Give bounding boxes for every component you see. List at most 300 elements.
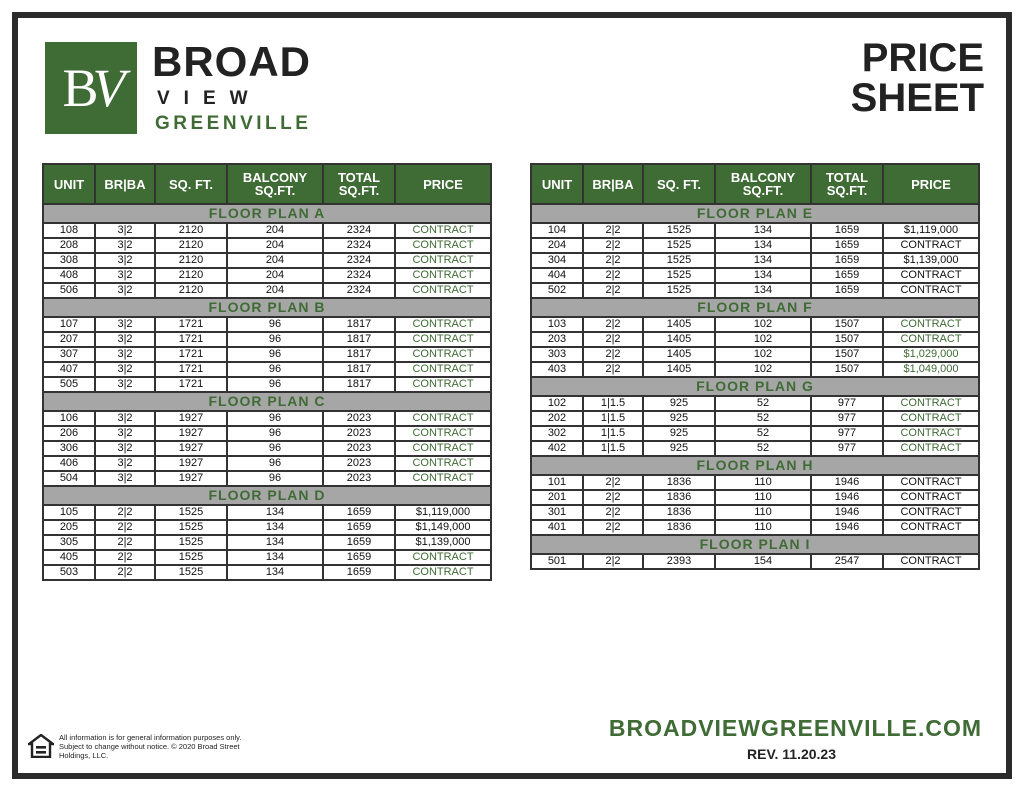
table-cell: 1659 [811, 223, 883, 238]
table-cell: 96 [227, 456, 323, 471]
price-cell: CONTRACT [395, 268, 491, 283]
table-cell: 1525 [155, 535, 227, 550]
price-cell: CONTRACT [883, 317, 979, 332]
floor-plan-label: FLOOR PLAN G [531, 377, 979, 396]
table-cell: 105 [43, 505, 95, 520]
column-header: BALCONY SQ.FT. [227, 164, 323, 204]
table-cell: 406 [43, 456, 95, 471]
floor-plan-label: FLOOR PLAN H [531, 456, 979, 475]
table-row [531, 441, 979, 456]
column-header: TOTAL SQ.FT. [811, 164, 883, 204]
website-url[interactable]: BROADVIEWGREENVILLE.COM [608, 715, 982, 741]
table-cell: 402 [531, 441, 583, 456]
price-cell: CONTRACT [883, 490, 979, 505]
table-cell: 408 [43, 268, 95, 283]
table-row [43, 268, 491, 283]
table-cell: 1721 [155, 332, 227, 347]
table-cell: 52 [715, 426, 811, 441]
table-cell: 1659 [811, 268, 883, 283]
table-cell: 134 [715, 268, 811, 283]
price-cell: CONTRACT [883, 396, 979, 411]
brand-name-line1: BROAD [152, 38, 311, 85]
table-cell: 1507 [811, 332, 883, 347]
table-cell: 104 [531, 223, 583, 238]
table-cell: 96 [227, 347, 323, 362]
column-header: BR|BA [95, 164, 155, 204]
table-cell: 103 [531, 317, 583, 332]
table-cell: 106 [43, 411, 95, 426]
table-cell: 2|2 [583, 520, 643, 535]
table-cell: 2|2 [95, 505, 155, 520]
floor-plan-heading [43, 486, 491, 505]
table-cell: 2|2 [583, 317, 643, 332]
table-cell: 202 [531, 411, 583, 426]
table-cell: 96 [227, 317, 323, 332]
table-cell: 405 [43, 550, 95, 565]
table-cell: 3|2 [95, 456, 155, 471]
price-cell: CONTRACT [883, 441, 979, 456]
table-row [531, 268, 979, 283]
table-cell: 110 [715, 505, 811, 520]
table-cell: 977 [811, 441, 883, 456]
table-cell: 201 [531, 490, 583, 505]
table-cell: 1836 [643, 520, 715, 535]
table-row [43, 520, 491, 535]
table-row [531, 490, 979, 505]
floor-plan-heading [531, 456, 979, 475]
column-header: UNIT [531, 164, 583, 204]
table-cell: 1659 [323, 550, 395, 565]
table-cell: 1927 [155, 456, 227, 471]
table-cell: 3|2 [95, 283, 155, 298]
table-row [531, 362, 979, 377]
table-cell: 1721 [155, 347, 227, 362]
table-cell: 2120 [155, 283, 227, 298]
table-cell: 1927 [155, 426, 227, 441]
table-cell: 2|2 [95, 565, 155, 580]
table-cell: 1659 [323, 535, 395, 550]
table-cell: 2|2 [583, 362, 643, 377]
column-header: PRICE [395, 164, 491, 204]
table-cell: 977 [811, 411, 883, 426]
table-cell: 1927 [155, 471, 227, 486]
price-cell: CONTRACT [395, 238, 491, 253]
table-row [43, 362, 491, 377]
price-cell: CONTRACT [883, 520, 979, 535]
floor-plan-label: FLOOR PLAN F [531, 298, 979, 317]
table-row [43, 332, 491, 347]
table-cell: 1946 [811, 505, 883, 520]
price-cell: $1,119,000 [883, 223, 979, 238]
brand-logo: BV [45, 42, 137, 134]
table-cell: 1525 [643, 238, 715, 253]
table-cell: 102 [531, 396, 583, 411]
table-cell: 506 [43, 283, 95, 298]
table-cell: 1836 [643, 490, 715, 505]
table-cell: 2023 [323, 411, 395, 426]
floor-plan-label: FLOOR PLAN I [531, 535, 979, 554]
price-cell: CONTRACT [883, 283, 979, 298]
table-cell: 1817 [323, 332, 395, 347]
table-cell: 2547 [811, 554, 883, 569]
price-cell: CONTRACT [395, 332, 491, 347]
table-cell: 977 [811, 426, 883, 441]
column-header: SQ. FT. [643, 164, 715, 204]
table-cell: 305 [43, 535, 95, 550]
table-cell: 134 [227, 520, 323, 535]
table-cell: 403 [531, 362, 583, 377]
table-cell: 1507 [811, 347, 883, 362]
table-cell: 2324 [323, 283, 395, 298]
table-cell: 110 [715, 490, 811, 505]
column-header: BR|BA [583, 164, 643, 204]
table-cell: 134 [715, 238, 811, 253]
column-header: TOTAL SQ.FT. [323, 164, 395, 204]
table-cell: 2324 [323, 223, 395, 238]
table-cell: 1946 [811, 490, 883, 505]
table-cell: 307 [43, 347, 95, 362]
table-cell: 3|2 [95, 238, 155, 253]
table-cell: 1721 [155, 377, 227, 392]
floor-plan-heading [531, 204, 979, 223]
table-cell: 1525 [643, 253, 715, 268]
table-cell: 1405 [643, 347, 715, 362]
table-cell: 3|2 [95, 377, 155, 392]
table-cell: 503 [43, 565, 95, 580]
table-cell: 1946 [811, 520, 883, 535]
table-cell: 96 [227, 332, 323, 347]
table-cell: 301 [531, 505, 583, 520]
floor-plan-heading [43, 298, 491, 317]
table-cell: 96 [227, 441, 323, 456]
table-row [43, 223, 491, 238]
table-cell: 925 [643, 396, 715, 411]
table-cell: 1525 [643, 223, 715, 238]
table-cell: 3|2 [95, 471, 155, 486]
table-cell: 1721 [155, 362, 227, 377]
equal-housing-icon [28, 734, 54, 758]
floor-plan-heading [43, 204, 491, 223]
table-cell: 1927 [155, 441, 227, 456]
table-cell: 2023 [323, 456, 395, 471]
table-row [43, 411, 491, 426]
table-cell: 304 [531, 253, 583, 268]
table-cell: 2|2 [583, 554, 643, 569]
price-cell: $1,139,000 [395, 535, 491, 550]
floor-plan-label: FLOOR PLAN E [531, 204, 979, 223]
table-cell: 107 [43, 317, 95, 332]
table-row [531, 253, 979, 268]
table-cell: 1525 [155, 550, 227, 565]
table-cell: 1525 [643, 283, 715, 298]
table-row [43, 505, 491, 520]
table-row [43, 535, 491, 550]
table-row [531, 238, 979, 253]
table-row [531, 411, 979, 426]
table-cell: 110 [715, 475, 811, 490]
table-cell: 3|2 [95, 223, 155, 238]
table-cell: 102 [715, 362, 811, 377]
table-row [43, 377, 491, 392]
table-cell: 52 [715, 411, 811, 426]
table-cell: 204 [227, 268, 323, 283]
table-row [43, 347, 491, 362]
price-cell: $1,149,000 [395, 520, 491, 535]
table-cell: 206 [43, 426, 95, 441]
disclaimer-text: All information is for general information purposes only. Subject to change without notice. © 2020 Broad Street Holdings, LLC. [59, 733, 242, 760]
table-cell: 2|2 [583, 347, 643, 362]
table-cell: 52 [715, 396, 811, 411]
table-cell: 2120 [155, 238, 227, 253]
table-cell: 2|2 [583, 268, 643, 283]
table-cell: 2|2 [95, 520, 155, 535]
table-row [531, 283, 979, 298]
table-cell: 1525 [155, 520, 227, 535]
table-cell: 1659 [811, 283, 883, 298]
table-cell: 1525 [155, 505, 227, 520]
price-cell: CONTRACT [883, 411, 979, 426]
table-row [531, 317, 979, 332]
table-cell: 204 [227, 223, 323, 238]
table-cell: 2|2 [583, 505, 643, 520]
table-row [531, 347, 979, 362]
table-cell: 1817 [323, 362, 395, 377]
table-row [43, 441, 491, 456]
price-cell: CONTRACT [395, 550, 491, 565]
floor-plan-heading [531, 535, 979, 554]
brand-name-line3: GREENVILLE [155, 113, 312, 134]
table-row [43, 550, 491, 565]
price-cell: CONTRACT [395, 223, 491, 238]
column-header: PRICE [883, 164, 979, 204]
table-cell: 204 [227, 238, 323, 253]
table-cell: 204 [227, 283, 323, 298]
floor-plan-label: FLOOR PLAN D [43, 486, 491, 505]
price-cell: CONTRACT [883, 475, 979, 490]
price-cell: CONTRACT [883, 505, 979, 520]
table-cell: 2120 [155, 268, 227, 283]
table-row [531, 554, 979, 569]
revision-date: REV. 11.20.23 [747, 746, 837, 762]
table-cell: 3|2 [95, 362, 155, 377]
table-cell: 134 [715, 283, 811, 298]
table-cell: 1836 [643, 475, 715, 490]
table-cell: 2023 [323, 426, 395, 441]
table-cell: 96 [227, 471, 323, 486]
table-cell: 925 [643, 426, 715, 441]
table-cell: 1659 [811, 253, 883, 268]
table-cell: 504 [43, 471, 95, 486]
price-cell: $1,139,000 [883, 253, 979, 268]
table-cell: 96 [227, 411, 323, 426]
table-cell: 3|2 [95, 332, 155, 347]
table-cell: 134 [715, 253, 811, 268]
table-cell: 1927 [155, 411, 227, 426]
column-header: SQ. FT. [155, 164, 227, 204]
table-cell: 2|2 [583, 283, 643, 298]
table-cell: 2023 [323, 441, 395, 456]
table-cell: 134 [227, 565, 323, 580]
price-cell: CONTRACT [883, 554, 979, 569]
table-cell: 1659 [323, 565, 395, 580]
table-cell: 3|2 [95, 411, 155, 426]
table-cell: 1|1.5 [583, 411, 643, 426]
table-cell: 110 [715, 520, 811, 535]
table-row [43, 456, 491, 471]
table-row [43, 283, 491, 298]
price-cell: CONTRACT [395, 253, 491, 268]
table-cell: 204 [531, 238, 583, 253]
table-cell: 302 [531, 426, 583, 441]
table-cell: 407 [43, 362, 95, 377]
table-cell: 1659 [323, 520, 395, 535]
table-cell: 1817 [323, 377, 395, 392]
price-table-right [530, 163, 980, 570]
table-cell: 96 [227, 362, 323, 377]
price-cell: CONTRACT [395, 471, 491, 486]
table-cell: 401 [531, 520, 583, 535]
price-cell: CONTRACT [883, 238, 979, 253]
table-row [531, 396, 979, 411]
table-row [43, 317, 491, 332]
floor-plan-heading [43, 392, 491, 411]
table-cell: 977 [811, 396, 883, 411]
table-cell: 1836 [643, 505, 715, 520]
price-cell: $1,029,000 [883, 347, 979, 362]
table-cell: 207 [43, 332, 95, 347]
table-cell: 102 [715, 332, 811, 347]
table-cell: 1405 [643, 332, 715, 347]
table-row [43, 565, 491, 580]
floor-plan-heading [531, 298, 979, 317]
table-cell: 2|2 [583, 475, 643, 490]
table-cell: 1659 [323, 505, 395, 520]
table-cell: 2|2 [583, 253, 643, 268]
table-cell: 1946 [811, 475, 883, 490]
table-cell: 2324 [323, 253, 395, 268]
table-cell: 1|1.5 [583, 426, 643, 441]
price-cell: $1,119,000 [395, 505, 491, 520]
table-cell: 134 [227, 505, 323, 520]
table-cell: 102 [715, 347, 811, 362]
table-cell: 2023 [323, 471, 395, 486]
table-cell: 1507 [811, 317, 883, 332]
table-cell: 502 [531, 283, 583, 298]
table-row [531, 223, 979, 238]
table-row [531, 520, 979, 535]
page-title: PRICE SHEET [850, 36, 984, 120]
price-cell: CONTRACT [395, 411, 491, 426]
table-cell: 154 [715, 554, 811, 569]
price-cell: CONTRACT [883, 332, 979, 347]
table-cell: 303 [531, 347, 583, 362]
floor-plan-label: FLOOR PLAN C [43, 392, 491, 411]
table-cell: 1817 [323, 317, 395, 332]
table-cell: 1721 [155, 317, 227, 332]
table-cell: 1405 [643, 317, 715, 332]
table-cell: 3|2 [95, 347, 155, 362]
table-cell: 925 [643, 441, 715, 456]
table-cell: 2324 [323, 238, 395, 253]
table-cell: 2|2 [95, 535, 155, 550]
table-row [531, 475, 979, 490]
table-cell: 3|2 [95, 253, 155, 268]
table-cell: 134 [715, 223, 811, 238]
table-cell: 102 [715, 317, 811, 332]
table-cell: 1|1.5 [583, 441, 643, 456]
table-cell: 1405 [643, 362, 715, 377]
table-cell: 505 [43, 377, 95, 392]
table-cell: 208 [43, 238, 95, 253]
table-cell: 3|2 [95, 426, 155, 441]
table-cell: 1659 [811, 238, 883, 253]
table-cell: 2|2 [583, 490, 643, 505]
table-cell: 108 [43, 223, 95, 238]
price-cell: CONTRACT [883, 268, 979, 283]
table-cell: 2|2 [583, 223, 643, 238]
price-cell: CONTRACT [395, 317, 491, 332]
table-cell: 306 [43, 441, 95, 456]
price-cell: CONTRACT [883, 426, 979, 441]
table-cell: 1817 [323, 347, 395, 362]
table-cell: 3|2 [95, 441, 155, 456]
table-row [43, 471, 491, 486]
table-cell: 925 [643, 411, 715, 426]
price-cell: CONTRACT [395, 347, 491, 362]
price-cell: CONTRACT [395, 441, 491, 456]
table-cell: 1507 [811, 362, 883, 377]
table-cell: 52 [715, 441, 811, 456]
table-cell: 1|1.5 [583, 396, 643, 411]
column-header: UNIT [43, 164, 95, 204]
brand-name-line2: VIEW [157, 88, 262, 109]
table-cell: 96 [227, 426, 323, 441]
table-cell: 3|2 [95, 268, 155, 283]
table-cell: 2120 [155, 223, 227, 238]
table-cell: 205 [43, 520, 95, 535]
price-cell: CONTRACT [395, 377, 491, 392]
column-header: BALCONY SQ.FT. [715, 164, 811, 204]
table-cell: 3|2 [95, 317, 155, 332]
floor-plan-heading [531, 377, 979, 396]
table-cell: 2|2 [583, 238, 643, 253]
table-cell: 2120 [155, 253, 227, 268]
table-row [43, 253, 491, 268]
table-cell: 134 [227, 535, 323, 550]
table-cell: 134 [227, 550, 323, 565]
floor-plan-label: FLOOR PLAN A [43, 204, 491, 223]
table-cell: 96 [227, 377, 323, 392]
table-cell: 404 [531, 268, 583, 283]
price-cell: CONTRACT [395, 426, 491, 441]
table-cell: 203 [531, 332, 583, 347]
table-cell: 204 [227, 253, 323, 268]
table-cell: 2324 [323, 268, 395, 283]
table-cell: 101 [531, 475, 583, 490]
table-row [531, 426, 979, 441]
floor-plan-label: FLOOR PLAN B [43, 298, 491, 317]
price-cell: CONTRACT [395, 565, 491, 580]
table-row [531, 505, 979, 520]
table-cell: 308 [43, 253, 95, 268]
table-row [43, 238, 491, 253]
price-cell: CONTRACT [395, 283, 491, 298]
table-row [531, 332, 979, 347]
table-cell: 2|2 [583, 332, 643, 347]
table-cell: 1525 [643, 268, 715, 283]
table-cell: 1525 [155, 565, 227, 580]
price-table-left [42, 163, 492, 581]
